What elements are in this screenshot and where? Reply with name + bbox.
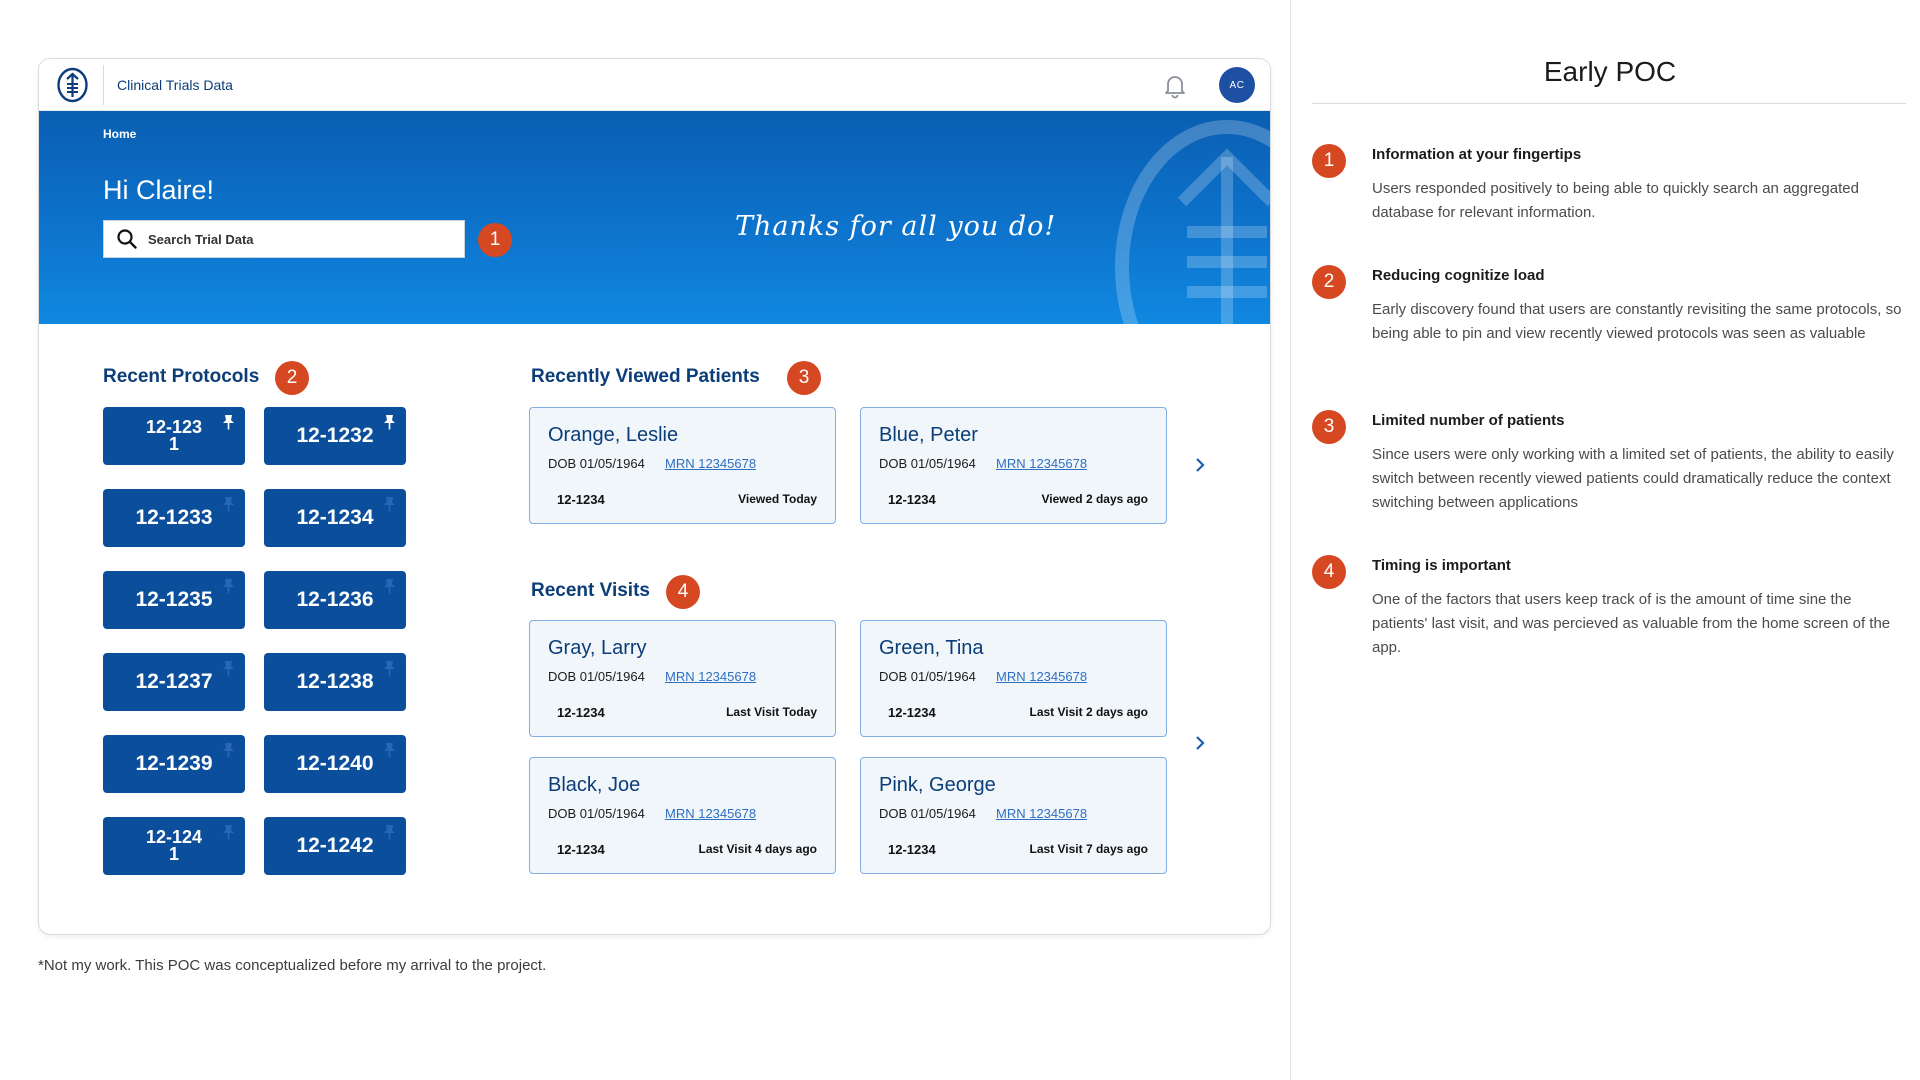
note-badge-4: 4 — [1312, 555, 1346, 589]
pin-icon[interactable] — [383, 578, 396, 594]
note-title-3: Limited number of patients — [1372, 412, 1565, 429]
chevron-right-icon[interactable] — [1192, 735, 1208, 751]
last-visit-time: Last Visit 7 days ago — [1029, 842, 1148, 856]
patient-dob: DOB 01/05/1964 — [879, 456, 976, 471]
callout-badge-3: 3 — [787, 361, 821, 395]
last-visit-time: Last Visit 4 days ago — [698, 842, 817, 856]
panel-rule — [1312, 103, 1906, 104]
protocol-label: 12-1239 — [135, 752, 213, 775]
protocol-button-12-1235[interactable] — [103, 571, 245, 629]
protocol-label: 12-1240 — [296, 752, 374, 775]
logo-icon[interactable] — [56, 67, 89, 103]
protocol-button-12-1240[interactable] — [264, 735, 406, 793]
callout-badge-1: 1 — [478, 223, 512, 257]
patient-mrn-link[interactable]: MRN 12345678 — [665, 456, 757, 471]
note-body-1: Users responded positively to being able to quickly search an aggregated database for relevant information. — [1372, 180, 1859, 221]
pin-icon[interactable] — [222, 578, 235, 594]
watermark-logo-icon — [1107, 117, 1270, 324]
note-badge-1: 1 — [1312, 144, 1346, 178]
protocol-button-12-1233[interactable] — [103, 489, 245, 547]
protocol-label: 12-1234 — [296, 506, 374, 529]
patient-name: Blue, Peter — [879, 424, 978, 446]
greeting: Hi Claire! — [103, 175, 215, 205]
protocol-label: 12-1242 — [296, 834, 374, 857]
hero-banner — [39, 111, 1270, 324]
protocol-button-12-1236[interactable] — [264, 571, 406, 629]
recent-protocols-title: Recent Protocols — [103, 366, 260, 387]
patient-name: Gray, Larry — [548, 637, 647, 659]
patient-name: Black, Joe — [548, 774, 641, 796]
note-badge-3: 3 — [1312, 410, 1346, 444]
note-title-4: Timing is important — [1372, 557, 1511, 574]
patient-protocol: 12-1234 — [888, 492, 936, 507]
patient-card-blue-peter[interactable] — [860, 407, 1167, 524]
note-body-3: Since users were only working with a limited set of patients, the ability to easily switch between recently viewed patients could dramatically reduce the context switching between applications — [1372, 446, 1894, 511]
patient-dob: DOB 01/05/1964 — [879, 806, 976, 821]
app-title: Clinical Trials Data — [117, 77, 233, 93]
note-title-1: Information at your fingertips — [1372, 146, 1582, 163]
protocol-button-12-1237[interactable] — [103, 653, 245, 711]
recent-visits-title: Recent Visits — [531, 580, 650, 601]
search-box[interactable] — [103, 220, 465, 258]
pin-icon[interactable] — [222, 496, 235, 512]
pin-icon[interactable] — [222, 414, 235, 430]
protocol-button-12-1231[interactable] — [103, 407, 245, 465]
protocol-label: 12-1237 — [135, 670, 213, 693]
last-visit-time: Last Visit 2 days ago — [1029, 705, 1148, 719]
patient-viewed-time: Viewed Today — [738, 492, 817, 506]
patient-protocol: 12-1234 — [557, 492, 605, 507]
patient-protocol: 12-1234 — [557, 705, 605, 720]
protocol-label: 12-1232 — [296, 424, 374, 447]
pin-icon[interactable] — [222, 660, 235, 676]
callout-badge-2: 2 — [275, 361, 309, 395]
protocol-button-12-1238[interactable] — [264, 653, 406, 711]
patient-protocol: 12-1234 — [888, 842, 936, 857]
patient-name: Pink, George — [879, 774, 996, 796]
panel-divider — [1290, 0, 1291, 1080]
patient-viewed-time: Viewed 2 days ago — [1041, 492, 1148, 506]
pin-icon[interactable] — [383, 660, 396, 676]
footnote: *Not my work. This POC was conceptualized before my arrival to the project. — [38, 957, 547, 974]
hero-tagline: Thanks for all you do! — [735, 211, 1057, 242]
pin-icon[interactable] — [383, 824, 396, 840]
patient-mrn-link[interactable]: MRN 12345678 — [996, 806, 1088, 821]
pin-icon[interactable] — [383, 742, 396, 758]
panel-title: Early POC — [1543, 56, 1677, 87]
search-icon — [116, 228, 138, 250]
note-title-2: Reducing cognitize load — [1372, 267, 1545, 284]
patient-mrn-link[interactable]: MRN 12345678 — [665, 806, 757, 821]
protocol-label: 12-1238 — [296, 670, 374, 693]
breadcrumb[interactable]: Home — [103, 127, 137, 141]
patient-protocol: 12-1234 — [888, 705, 936, 720]
logo-divider — [103, 65, 104, 105]
patient-dob: DOB 01/05/1964 — [548, 456, 645, 471]
protocol-button-12-1232[interactable] — [264, 407, 406, 465]
patient-name: Orange, Leslie — [548, 424, 679, 446]
protocol-label: 12-1236 — [296, 588, 374, 611]
patient-dob: DOB 01/05/1964 — [548, 806, 645, 821]
patient-card-orange-leslie[interactable] — [529, 407, 836, 524]
note-body-2: Early discovery found that users are constantly revisiting the same protocols, so being able to pin and view recently viewed protocols was seen as valuable — [1372, 301, 1902, 342]
visit-card-gray-larry[interactable] — [529, 620, 836, 737]
pin-icon[interactable] — [383, 414, 396, 430]
last-visit-time: Last Visit Today — [726, 705, 817, 719]
patient-mrn-link[interactable]: MRN 12345678 — [665, 669, 757, 684]
patient-mrn-link[interactable]: MRN 12345678 — [996, 669, 1088, 684]
note-badge-2: 2 — [1312, 265, 1346, 299]
top-bar — [39, 59, 1270, 111]
visit-card-black-joe[interactable] — [529, 757, 836, 874]
visit-card-green-tina[interactable] — [860, 620, 1167, 737]
protocol-label: 12-1233 — [135, 506, 213, 529]
protocol-button-12-1241[interactable] — [103, 817, 245, 875]
app-frame — [38, 58, 1271, 935]
recently-viewed-title: Recently Viewed Patients — [531, 366, 760, 387]
protocol-label: 12-1231 — [145, 417, 203, 454]
protocol-button-12-1234[interactable] — [264, 489, 406, 547]
callout-badge-4: 4 — [666, 575, 700, 609]
note-body-4: One of the factors that users keep track of is the amount of time sine the patients' last visit, and was percieved as valuable from the home screen of the app. — [1372, 591, 1891, 656]
protocol-label: 12-1241 — [145, 827, 203, 864]
pin-icon[interactable] — [222, 742, 235, 758]
protocol-button-12-1242[interactable] — [264, 817, 406, 875]
protocol-label: 12-1235 — [135, 588, 213, 611]
patient-dob: DOB 01/05/1964 — [879, 669, 976, 684]
search-input[interactable] — [148, 232, 448, 247]
patient-protocol: 12-1234 — [557, 842, 605, 857]
pin-icon[interactable] — [222, 824, 235, 840]
protocol-button-12-1239[interactable] — [103, 735, 245, 793]
avatar[interactable]: AC — [1219, 67, 1255, 103]
chevron-right-icon[interactable] — [1192, 457, 1208, 473]
patient-mrn-link[interactable]: MRN 12345678 — [996, 456, 1088, 471]
pin-icon[interactable] — [383, 496, 396, 512]
patient-dob: DOB 01/05/1964 — [548, 669, 645, 684]
patient-name: Green, Tina — [879, 637, 984, 659]
visit-card-pink-george[interactable] — [860, 757, 1167, 874]
bell-icon[interactable] — [1163, 73, 1187, 99]
